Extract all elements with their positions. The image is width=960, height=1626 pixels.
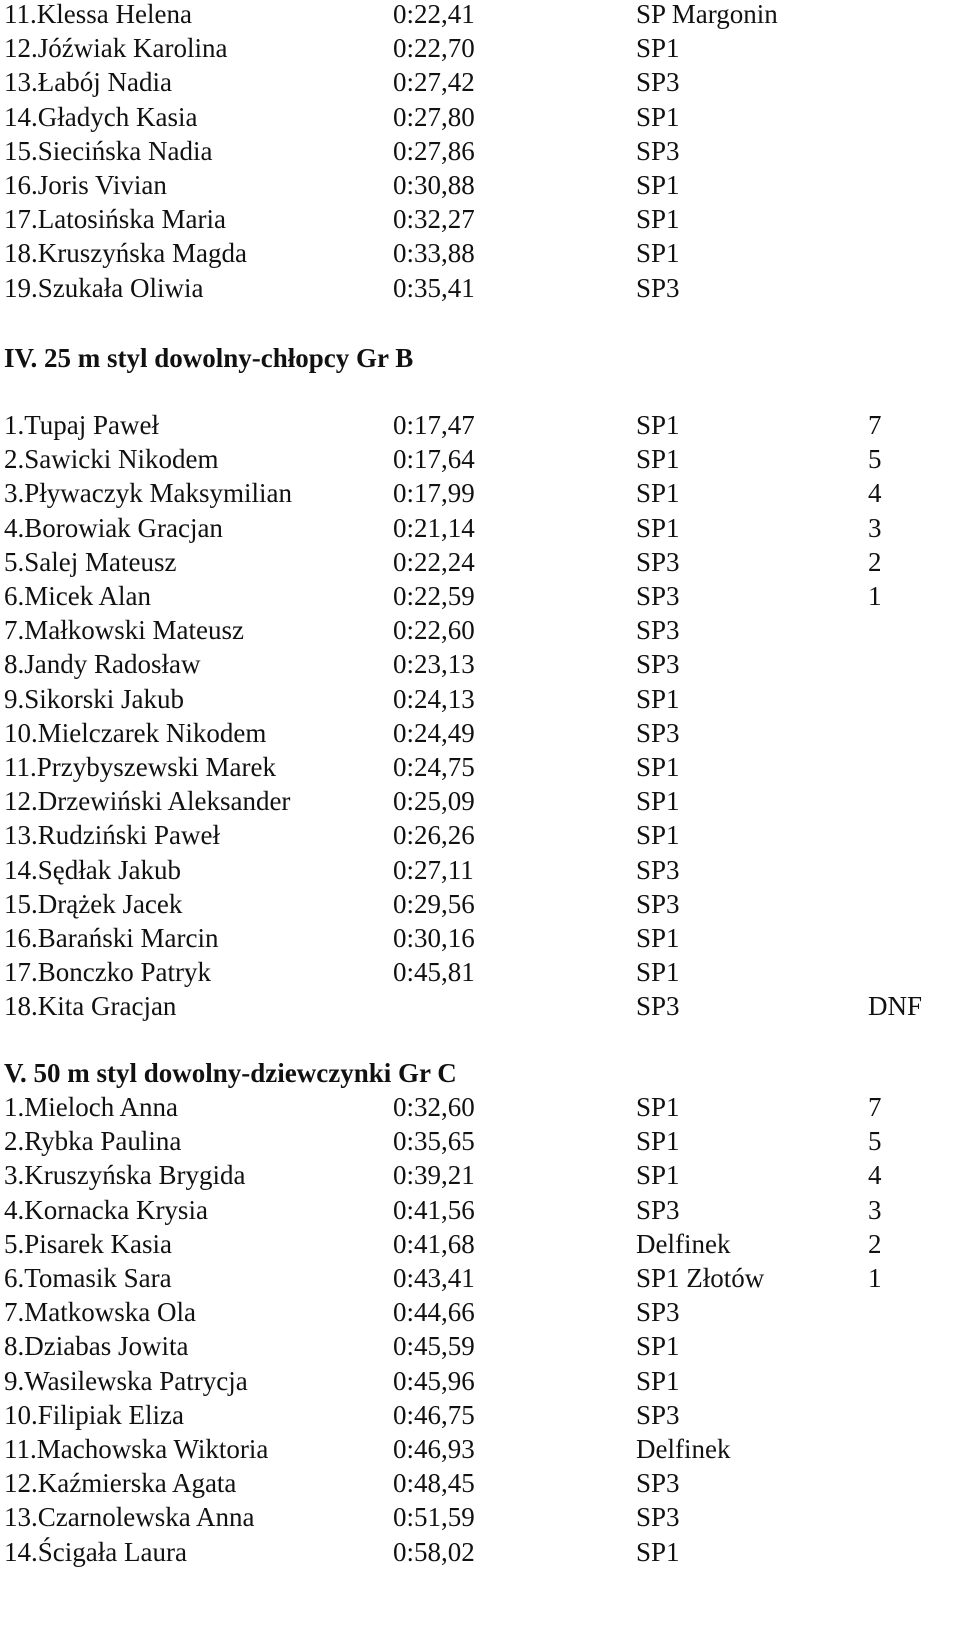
club-name: SP1 bbox=[636, 410, 680, 440]
result-time: 0:24,75 bbox=[393, 752, 475, 782]
result-row bbox=[0, 1364, 960, 1398]
club-name: SP1 bbox=[636, 512, 680, 543]
result-row bbox=[0, 1193, 960, 1227]
result-time: 0:22,24 bbox=[393, 546, 475, 577]
result-row bbox=[0, 65, 960, 99]
result-row bbox=[0, 955, 960, 989]
result-time: 0:41,56 bbox=[393, 1194, 475, 1225]
result-time: 0:23,13 bbox=[393, 649, 475, 680]
swimmer-name: 11.Machowska Wiktoria bbox=[4, 1434, 269, 1464]
result-time: 0:46,75 bbox=[393, 1399, 475, 1430]
swimmer-name: 13.Rudziński Paweł bbox=[4, 820, 220, 851]
result-row bbox=[0, 134, 960, 168]
points-value: 4 bbox=[868, 478, 882, 509]
points-value: 1 bbox=[868, 581, 882, 611]
result-time: 0:17,99 bbox=[393, 478, 475, 509]
points-value: 2 bbox=[868, 546, 882, 577]
result-row bbox=[0, 0, 960, 31]
result-row bbox=[0, 921, 960, 955]
club-name: SP3 bbox=[636, 717, 680, 748]
club-name: SP1 bbox=[636, 33, 680, 64]
result-row bbox=[0, 750, 960, 784]
result-row bbox=[0, 1227, 960, 1261]
club-name: SP1 bbox=[636, 683, 680, 714]
club-name: SP1 bbox=[636, 786, 680, 817]
result-row bbox=[0, 1398, 960, 1432]
swimmer-name: 6.Micek Alan bbox=[4, 581, 151, 611]
points-value: 7 bbox=[868, 1092, 882, 1122]
club-name: SP3 bbox=[636, 888, 680, 919]
club-name: SP3 bbox=[636, 1502, 680, 1533]
swimmer-name: 14.Sędłak Jakub bbox=[4, 854, 181, 885]
result-row bbox=[0, 1158, 960, 1192]
club-name: SP1 bbox=[636, 1126, 680, 1157]
result-time: 0:33,88 bbox=[393, 238, 475, 269]
club-name: SP3 bbox=[636, 581, 680, 611]
result-row bbox=[0, 1329, 960, 1363]
result-time: 0:27,86 bbox=[393, 135, 475, 166]
result-row bbox=[0, 784, 960, 818]
points-value: 3 bbox=[868, 1194, 882, 1225]
swimmer-name: 13.Czarnolewska Anna bbox=[4, 1502, 255, 1533]
swimmer-name: 13.Łabój Nadia bbox=[4, 67, 172, 98]
result-row bbox=[0, 202, 960, 236]
club-name: SP3 bbox=[636, 991, 680, 1022]
swimmer-name: 5.Salej Mateusz bbox=[4, 546, 177, 577]
swimmer-name: 15.Drążek Jacek bbox=[4, 888, 183, 919]
club-name: Delfinek bbox=[636, 1228, 731, 1259]
club-name: SP1 bbox=[636, 238, 680, 269]
swimmer-name: 9.Sikorski Jakub bbox=[4, 683, 185, 714]
result-time: 0:32,60 bbox=[393, 1092, 475, 1122]
swimmer-name: 17.Latosińska Maria bbox=[4, 204, 226, 235]
club-name: SP3 bbox=[636, 1297, 680, 1328]
result-row bbox=[0, 31, 960, 65]
result-time: 0:27,80 bbox=[393, 101, 475, 132]
swimmer-name: 12.Jóźwiak Karolina bbox=[4, 33, 228, 64]
result-time: 0:45,96 bbox=[393, 1365, 475, 1396]
swimmer-name: 2.Rybka Paulina bbox=[4, 1126, 182, 1157]
result-row bbox=[0, 647, 960, 681]
swimmer-name: 6.Tomasik Sara bbox=[4, 1263, 172, 1293]
result-time: 0:35,65 bbox=[393, 1126, 475, 1157]
result-time: 0:43,41 bbox=[393, 1263, 475, 1293]
result-row bbox=[0, 1261, 960, 1295]
club-name: SP3 bbox=[636, 1399, 680, 1430]
result-row bbox=[0, 1124, 960, 1158]
result-row bbox=[0, 442, 960, 476]
result-time: 0:44,66 bbox=[393, 1297, 475, 1328]
club-name: SP3 bbox=[636, 854, 680, 885]
result-row bbox=[0, 100, 960, 134]
result-row bbox=[0, 1090, 960, 1124]
club-name: SP3 bbox=[636, 615, 680, 646]
club-name: SP1 bbox=[636, 1160, 680, 1191]
club-name: SP3 bbox=[636, 272, 680, 303]
result-time: 0:45,59 bbox=[393, 1331, 475, 1362]
swimmer-name: 9.Wasilewska Patrycja bbox=[4, 1365, 248, 1396]
result-time: 0:45,81 bbox=[393, 957, 475, 988]
club-name: SP1 bbox=[636, 1536, 680, 1567]
club-name: SP1 bbox=[636, 923, 680, 953]
result-time: 0:30,88 bbox=[393, 170, 475, 200]
club-name: SP3 bbox=[636, 546, 680, 577]
swimmer-name: 19.Szukała Oliwia bbox=[4, 272, 204, 303]
club-name: SP1 bbox=[636, 1092, 680, 1122]
swimmer-name: 15.Siecińska Nadia bbox=[4, 135, 213, 166]
result-row bbox=[0, 1295, 960, 1329]
result-time: 0:39,21 bbox=[393, 1160, 475, 1191]
result-time: 0:25,09 bbox=[393, 786, 475, 817]
section-4-heading: IV. 25 m styl dowolny-chłopcy Gr B bbox=[4, 343, 414, 373]
points-value: 1 bbox=[868, 1263, 882, 1293]
swimmer-name: 4.Kornacka Krysia bbox=[4, 1194, 208, 1225]
result-time: 0:27,42 bbox=[393, 67, 475, 98]
result-time: 0:32,27 bbox=[393, 204, 475, 235]
swimmer-name: 1.Tupaj Paweł bbox=[4, 410, 160, 440]
result-time: 0:22,70 bbox=[393, 33, 475, 64]
result-row bbox=[0, 989, 960, 1023]
swimmer-name: 3.Pływaczyk Maksymilian bbox=[4, 478, 292, 509]
swimmer-name: 14.Ścigała Laura bbox=[4, 1536, 187, 1567]
club-name: Delfinek bbox=[636, 1434, 731, 1464]
swimmer-name: 18.Kita Gracjan bbox=[4, 991, 177, 1022]
result-row bbox=[0, 511, 960, 545]
result-row bbox=[0, 271, 960, 305]
result-time: 0:24,49 bbox=[393, 717, 475, 748]
club-name: SP3 bbox=[636, 1468, 680, 1499]
club-name: SP1 bbox=[636, 957, 680, 988]
club-name: SP3 bbox=[636, 1194, 680, 1225]
result-time: 0:46,93 bbox=[393, 1434, 475, 1464]
club-name: SP1 Złotów bbox=[636, 1263, 765, 1293]
result-row bbox=[0, 1500, 960, 1534]
club-name: SP3 bbox=[636, 135, 680, 166]
swimmer-name: 7.Małkowski Mateusz bbox=[4, 615, 244, 646]
points-value: 2 bbox=[868, 1228, 882, 1259]
result-time: 0:22,60 bbox=[393, 615, 475, 646]
result-row bbox=[0, 408, 960, 442]
result-time: 0:22,59 bbox=[393, 581, 475, 611]
points-value: DNF bbox=[868, 991, 923, 1022]
result-row bbox=[0, 1535, 960, 1569]
club-name: SP1 bbox=[636, 170, 680, 200]
result-row bbox=[0, 236, 960, 270]
result-time: 0:41,68 bbox=[393, 1228, 475, 1259]
swimmer-name: 12.Kaźmierska Agata bbox=[4, 1468, 237, 1499]
result-row bbox=[0, 579, 960, 613]
club-name: SP1 bbox=[636, 101, 680, 132]
result-row bbox=[0, 887, 960, 921]
swimmer-name: 17.Bonczko Patryk bbox=[4, 957, 211, 988]
result-row bbox=[0, 168, 960, 202]
result-row bbox=[0, 1466, 960, 1500]
result-time: 0:17,64 bbox=[393, 444, 475, 475]
result-time: 0:58,02 bbox=[393, 1536, 475, 1567]
swimmer-name: 4.Borowiak Gracjan bbox=[4, 512, 223, 543]
result-time: 0:30,16 bbox=[393, 923, 475, 953]
section-5-heading: V. 50 m styl dowolny-dziewczynki Gr C bbox=[4, 1058, 457, 1088]
club-name: SP3 bbox=[636, 67, 680, 98]
swimmer-name: 10.Filipiak Eliza bbox=[4, 1399, 184, 1430]
result-row bbox=[0, 818, 960, 852]
points-value: 4 bbox=[868, 1160, 882, 1191]
club-name: SP3 bbox=[636, 649, 680, 680]
swimmer-name: 16.Barański Marcin bbox=[4, 923, 219, 953]
swimmer-name: 7.Matkowska Ola bbox=[4, 1297, 196, 1328]
swimmer-name: 2.Sawicki Nikodem bbox=[4, 444, 219, 475]
club-name: SP1 bbox=[636, 1365, 680, 1396]
club-name: SP1 bbox=[636, 478, 680, 509]
result-time: 0:26,26 bbox=[393, 820, 475, 851]
club-name: SP1 bbox=[636, 204, 680, 235]
result-row bbox=[0, 613, 960, 647]
swimmer-name: 12.Drzewiński Aleksander bbox=[4, 786, 291, 817]
points-value: 5 bbox=[868, 1126, 882, 1157]
result-time: 0:29,56 bbox=[393, 888, 475, 919]
swimmer-name: 8.Dziabas Jowita bbox=[4, 1331, 189, 1362]
result-time: 0:51,59 bbox=[393, 1502, 475, 1533]
result-row bbox=[0, 545, 960, 579]
result-time: 0:24,13 bbox=[393, 683, 475, 714]
swimmer-name: 3.Kruszyńska Brygida bbox=[4, 1160, 246, 1191]
points-value: 7 bbox=[868, 410, 882, 440]
swimmer-name: 18.Kruszyńska Magda bbox=[4, 238, 247, 269]
result-time: 0:48,45 bbox=[393, 1468, 475, 1499]
points-value: 3 bbox=[868, 512, 882, 543]
result-row bbox=[0, 682, 960, 716]
result-row bbox=[0, 1432, 960, 1466]
swimmer-name: 8.Jandy Radosław bbox=[4, 649, 201, 680]
club-name: SP Margonin bbox=[636, 0, 778, 29]
club-name: SP1 bbox=[636, 752, 680, 782]
swimmer-name: 1.Mieloch Anna bbox=[4, 1092, 178, 1122]
swimmer-name: 11.Przybyszewski Marek bbox=[4, 752, 276, 782]
result-row bbox=[0, 853, 960, 887]
result-time: 0:21,14 bbox=[393, 512, 475, 543]
result-time: 0:35,41 bbox=[393, 272, 475, 303]
swimmer-name: 5.Pisarek Kasia bbox=[4, 1228, 172, 1259]
points-value: 5 bbox=[868, 444, 882, 475]
club-name: SP1 bbox=[636, 820, 680, 851]
swimmer-name: 16.Joris Vivian bbox=[4, 170, 167, 200]
result-row bbox=[0, 476, 960, 510]
swimmer-name: 14.Gładych Kasia bbox=[4, 101, 198, 132]
result-time: 0:17,47 bbox=[393, 410, 475, 440]
result-time: 0:22,41 bbox=[393, 0, 475, 29]
swimmer-name: 10.Mielczarek Nikodem bbox=[4, 717, 267, 748]
result-time: 0:27,11 bbox=[393, 854, 474, 885]
result-row bbox=[0, 716, 960, 750]
club-name: SP1 bbox=[636, 444, 680, 475]
club-name: SP1 bbox=[636, 1331, 680, 1362]
swimmer-name: 11.Klessa Helena bbox=[4, 0, 192, 29]
